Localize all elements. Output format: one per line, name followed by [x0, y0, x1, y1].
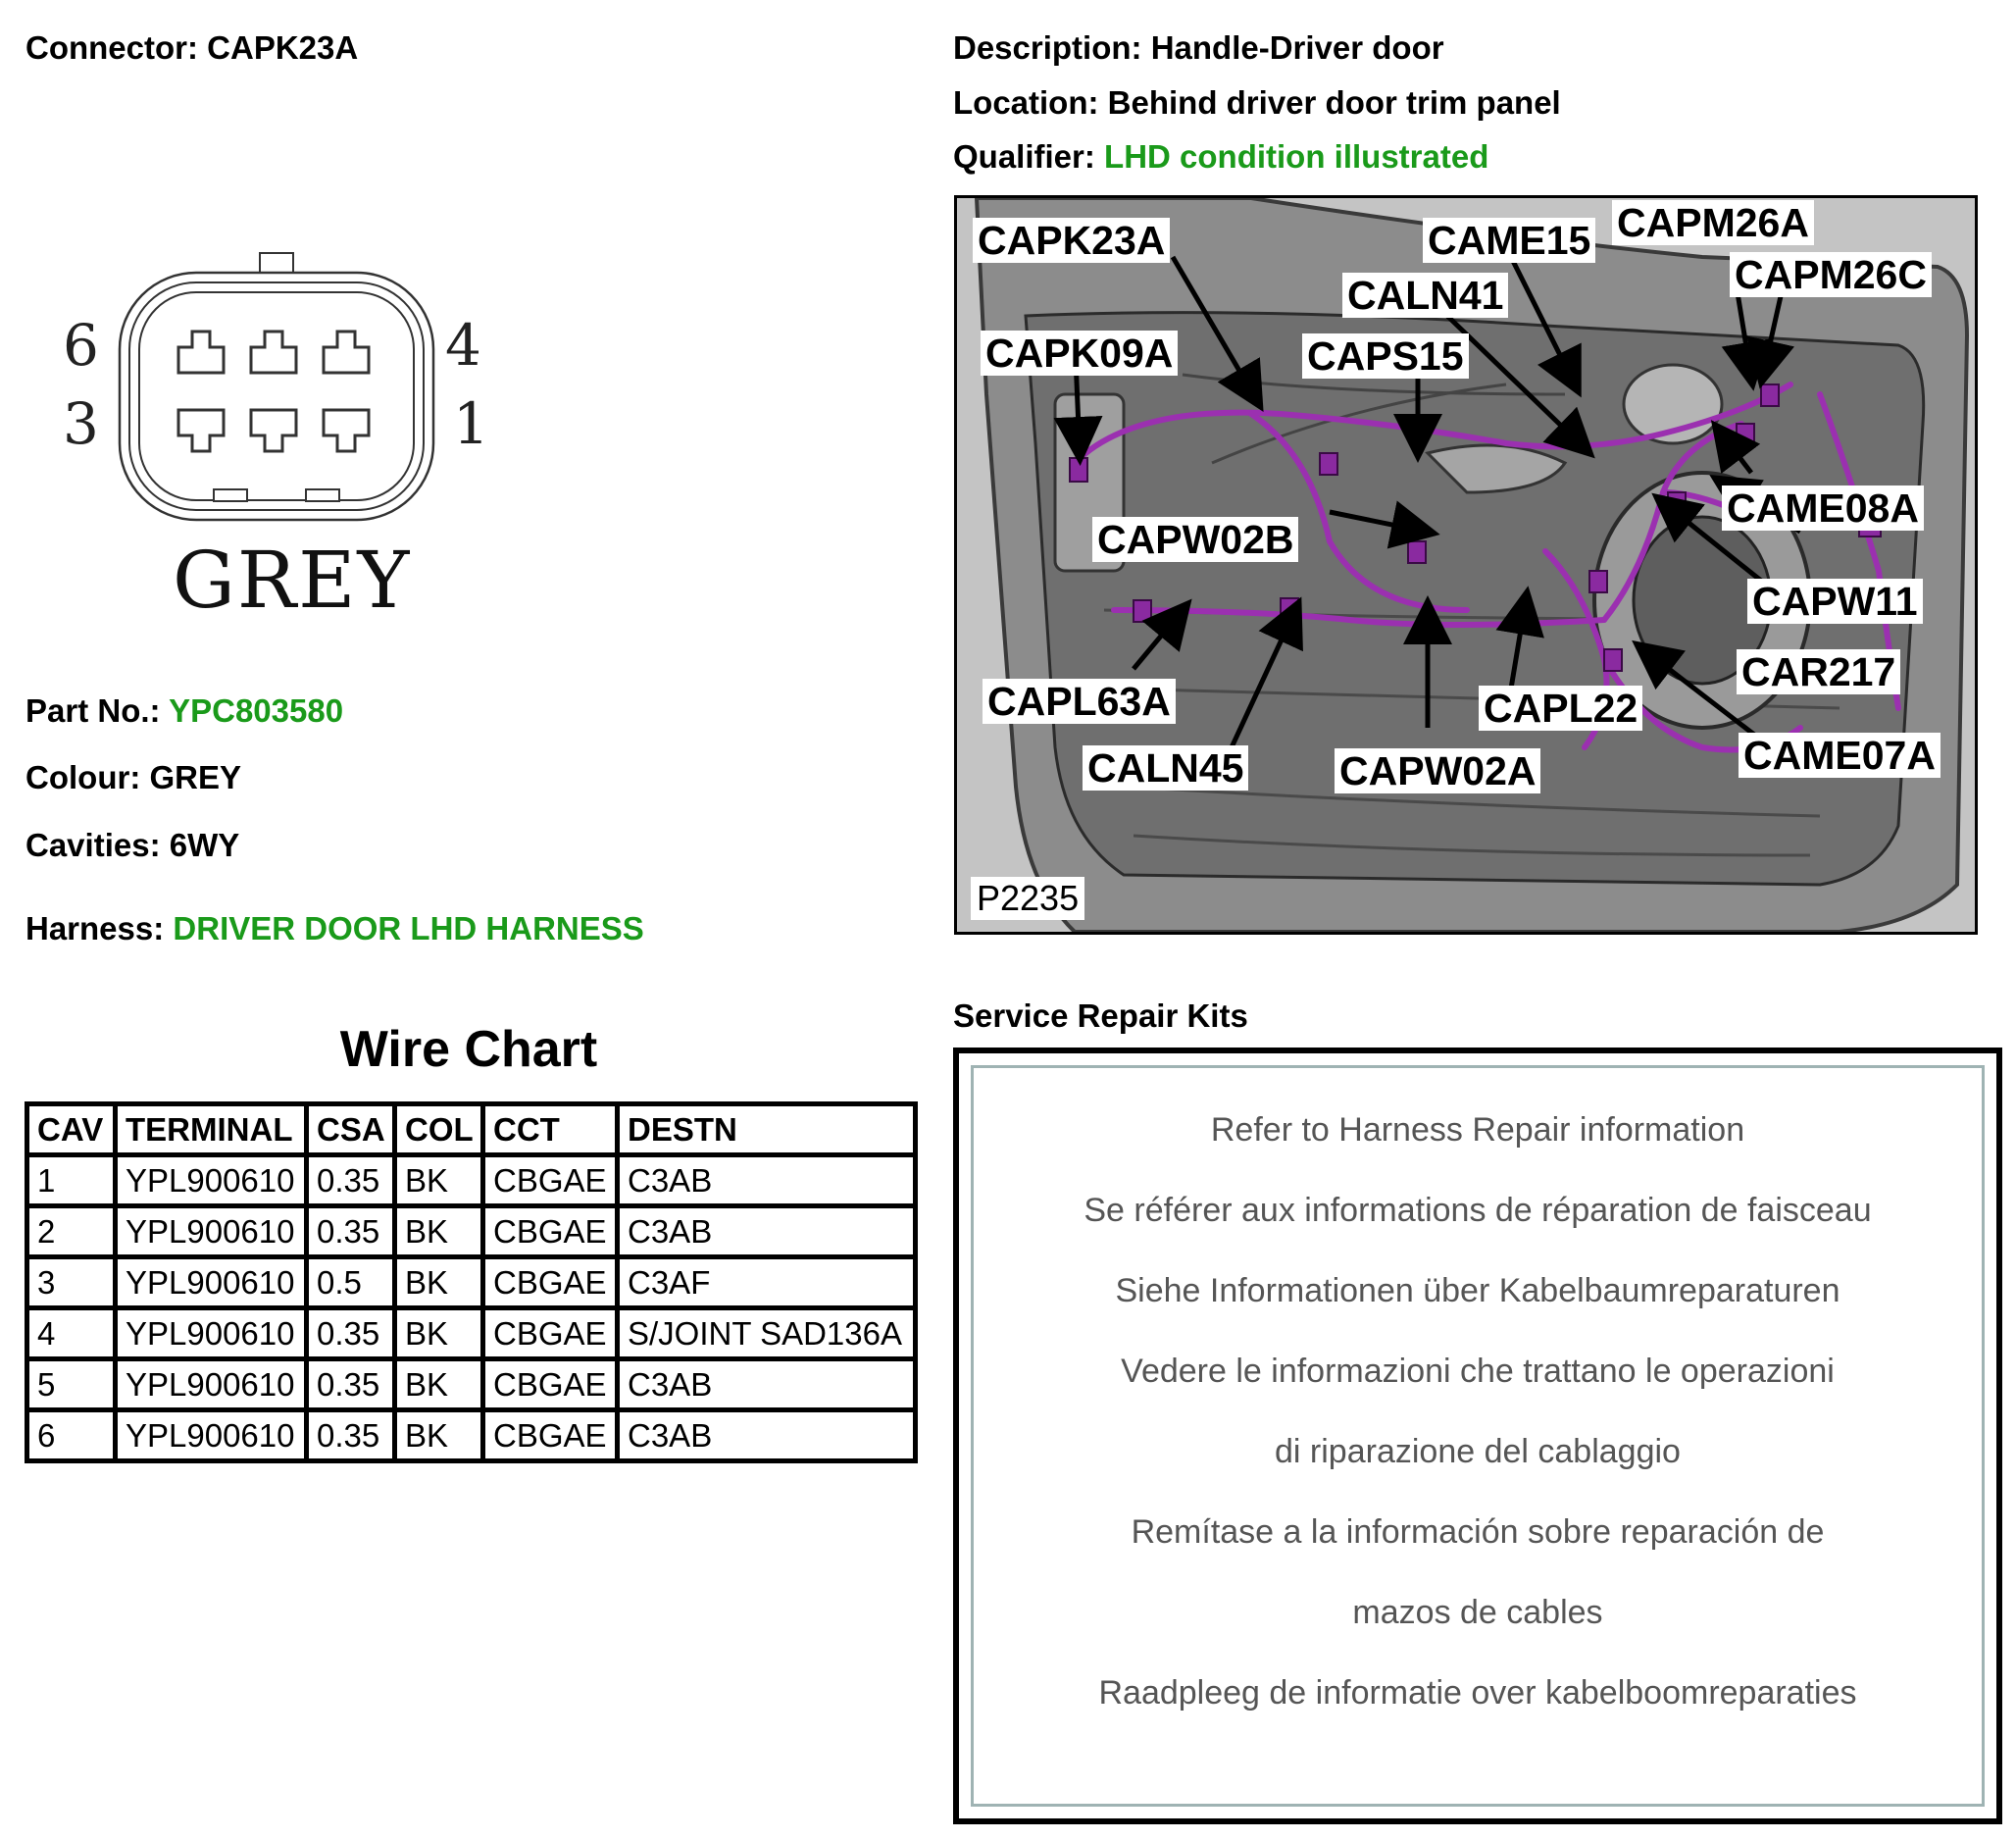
- cell-csa: 0.35: [307, 1308, 395, 1359]
- cell-cav: 6: [27, 1410, 116, 1461]
- connector-colour-caption: GREY: [173, 535, 412, 626]
- cavities-label: Cavities:: [25, 827, 161, 863]
- colour-line: [25, 758, 241, 797]
- qualifier-label: Qualifier:: [953, 138, 1095, 175]
- kit-line-spanish-2: mazos de cables: [1352, 1594, 1603, 1631]
- cell-col: BK: [395, 1308, 483, 1359]
- callout-capl22: CAPL22: [1479, 686, 1642, 731]
- callout-came07a: CAME07A: [1739, 733, 1940, 778]
- header-destn: DESTN: [618, 1104, 916, 1155]
- cell-col: BK: [395, 1257, 483, 1308]
- cell-destn: C3AB: [618, 1410, 916, 1461]
- description-line: [953, 28, 1444, 68]
- harness-label: Harness:: [25, 910, 165, 946]
- callout-came15: CAME15: [1423, 218, 1595, 263]
- header-terminal: TERMINAL: [116, 1104, 307, 1155]
- cell-col: BK: [395, 1206, 483, 1257]
- service-kits-box: [953, 1048, 2002, 1824]
- callout-capm26c: CAPM26C: [1730, 252, 1932, 297]
- wire-chart-header-row: [27, 1104, 916, 1155]
- cell-col: BK: [395, 1359, 483, 1410]
- callout-capl63a: CAPL63A: [983, 679, 1176, 724]
- table-row: [27, 1359, 916, 1410]
- cell-terminal: YPL900610: [116, 1410, 307, 1461]
- part-value: YPC803580: [169, 692, 344, 729]
- cell-csa: 0.35: [307, 1155, 395, 1206]
- description-label: Description:: [953, 29, 1142, 66]
- wire-chart-title: Wire Chart: [339, 1021, 598, 1078]
- cell-destn: C3AF: [618, 1257, 916, 1308]
- callout-capw02b: CAPW02B: [1092, 517, 1298, 562]
- harness-value: DRIVER DOOR LHD HARNESS: [173, 910, 644, 946]
- callout-capw02a: CAPW02A: [1335, 748, 1540, 793]
- kit-line-german: Siehe Informationen über Kabelbaumreparaturen: [1115, 1272, 1840, 1309]
- service-kits-inner: [971, 1065, 1985, 1807]
- cell-csa: 0.35: [307, 1410, 395, 1461]
- cell-cav: 2: [27, 1206, 116, 1257]
- cell-cav: 5: [27, 1359, 116, 1410]
- callout-came08a: CAME08A: [1722, 486, 1924, 531]
- qualifier-line: [953, 137, 1488, 177]
- connector-line: [25, 28, 358, 68]
- kit-line-italian-2: di riparazione del cablaggio: [1275, 1433, 1681, 1470]
- kit-line-french: Se référer aux informations de réparation de faisceau: [1084, 1192, 1872, 1229]
- pin-4-label: 4: [445, 312, 481, 379]
- cell-terminal: YPL900610: [116, 1206, 307, 1257]
- cell-destn: C3AB: [618, 1359, 916, 1410]
- pin-3-label: 3: [63, 390, 99, 457]
- cell-terminal: YPL900610: [116, 1155, 307, 1206]
- cell-col: BK: [395, 1155, 483, 1206]
- figure-code: P2235: [971, 877, 1084, 920]
- header-col: COL: [395, 1104, 483, 1155]
- table-row: [27, 1155, 916, 1206]
- cell-cct: CBGAE: [483, 1155, 618, 1206]
- location-label: Location:: [953, 84, 1099, 121]
- location-line: [953, 83, 1561, 123]
- table-row: [27, 1206, 916, 1257]
- header-cct: CCT: [483, 1104, 618, 1155]
- table-row: [27, 1308, 916, 1359]
- callout-capm26a: CAPM26A: [1612, 200, 1814, 245]
- callout-capw11: CAPW11: [1747, 579, 1923, 624]
- cavities-line: [25, 826, 239, 865]
- table-row: [27, 1257, 916, 1308]
- kit-line-english: Refer to Harness Repair information: [1210, 1111, 1745, 1149]
- cell-cct: CBGAE: [483, 1206, 618, 1257]
- cell-terminal: YPL900610: [116, 1308, 307, 1359]
- callout-capk23a: CAPK23A: [973, 218, 1170, 263]
- pin-6-label: 6: [63, 312, 99, 379]
- cell-cct: CBGAE: [483, 1359, 618, 1410]
- connector-value: CAPK23A: [207, 29, 359, 66]
- table-row: [27, 1410, 916, 1461]
- cell-terminal: YPL900610: [116, 1359, 307, 1410]
- cell-terminal: YPL900610: [116, 1257, 307, 1308]
- cell-csa: 0.5: [307, 1257, 395, 1308]
- door-harness-diagram: [954, 195, 1978, 935]
- pin-1-label: 1: [453, 390, 489, 457]
- wire-chart-table: [25, 1101, 918, 1463]
- cell-col: BK: [395, 1410, 483, 1461]
- service-kits-title: Service Repair Kits: [953, 997, 1248, 1034]
- harness-line: [25, 909, 644, 948]
- colour-label: Colour:: [25, 759, 141, 795]
- callout-capk09a: CAPK09A: [981, 331, 1178, 376]
- header-csa: CSA: [307, 1104, 395, 1155]
- header-cav: CAV: [27, 1104, 116, 1155]
- kit-line-italian-1: Vedere le informazioni che trattano le operazioni: [1121, 1353, 1835, 1390]
- cavities-value: 6WY: [169, 827, 240, 863]
- callout-car217: CAR217: [1737, 649, 1900, 694]
- part-label: Part No.:: [25, 692, 161, 729]
- cell-cav: 1: [27, 1155, 116, 1206]
- connector-face-icon: [108, 245, 461, 530]
- callout-caps15: CAPS15: [1302, 333, 1469, 379]
- callout-caln45: CALN45: [1083, 745, 1248, 791]
- cell-cct: CBGAE: [483, 1308, 618, 1359]
- colour-value: GREY: [149, 759, 242, 795]
- qualifier-value: LHD condition illustrated: [1104, 138, 1489, 175]
- description-value: Handle-Driver door: [1150, 29, 1444, 66]
- cell-cav: 4: [27, 1308, 116, 1359]
- cell-csa: 0.35: [307, 1206, 395, 1257]
- callout-caln41: CALN41: [1342, 273, 1508, 318]
- location-value: Behind driver door trim panel: [1107, 84, 1561, 121]
- cell-cct: CBGAE: [483, 1257, 618, 1308]
- cell-destn: S/JOINT SAD136A: [618, 1308, 916, 1359]
- kit-line-spanish-1: Remítase a la información sobre reparación de: [1131, 1513, 1825, 1551]
- cell-cav: 3: [27, 1257, 116, 1308]
- cell-csa: 0.35: [307, 1359, 395, 1410]
- connector-label: Connector:: [25, 29, 198, 66]
- part-number-line: [25, 691, 343, 731]
- kit-line-dutch: Raadpleeg de informatie over kabelboomreparaties: [1098, 1674, 1857, 1712]
- cell-destn: C3AB: [618, 1206, 916, 1257]
- cell-cct: CBGAE: [483, 1410, 618, 1461]
- cell-destn: C3AB: [618, 1155, 916, 1206]
